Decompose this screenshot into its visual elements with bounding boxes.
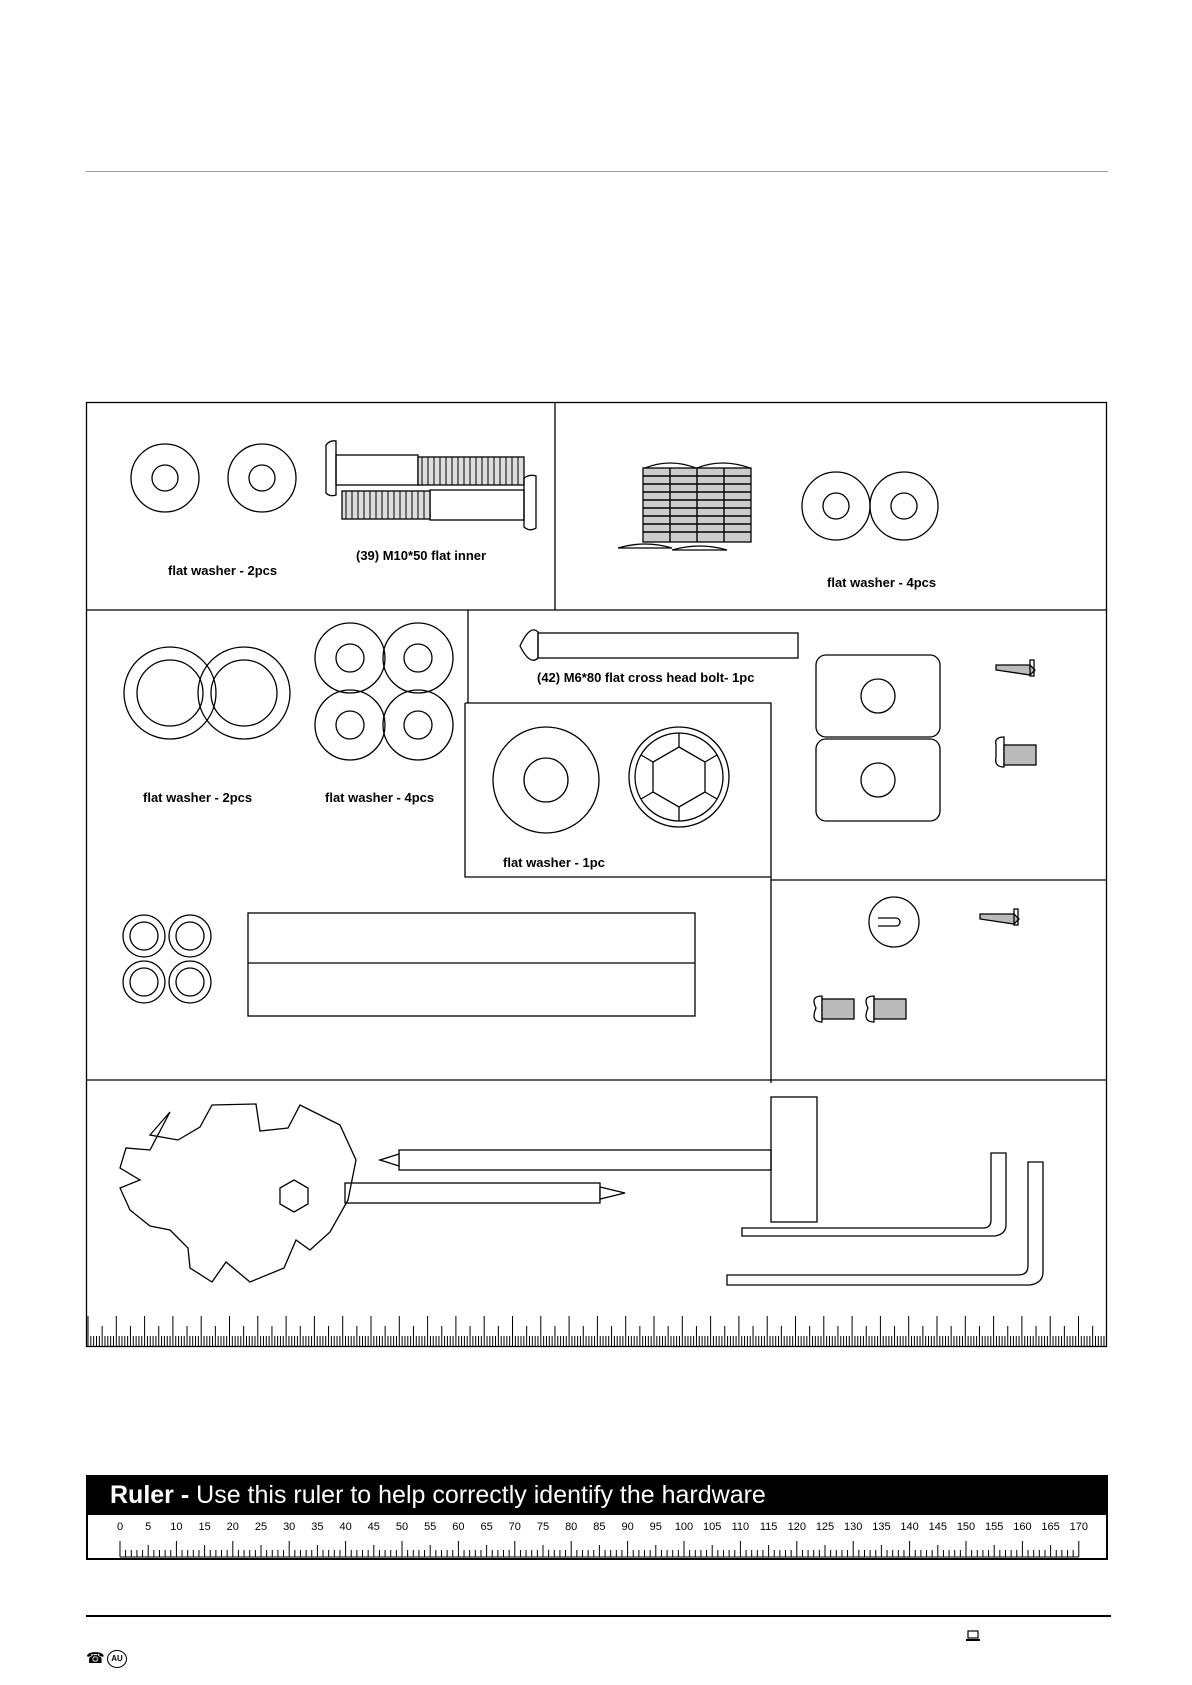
lock-washers — [123, 915, 211, 1003]
ruler-number: 5 — [145, 1521, 152, 1533]
ruler-number: 25 — [254, 1521, 268, 1533]
ruler-number: 20 — [226, 1521, 239, 1533]
ruler-number: 10 — [170, 1521, 183, 1533]
ruler-number: 125 — [815, 1521, 835, 1533]
label-flat-washer-4pcs-b: flat washer - 4pcs — [325, 790, 435, 805]
ruler-number: 165 — [1041, 1521, 1060, 1533]
ruler-number: 40 — [339, 1521, 352, 1533]
wood-screw-a — [996, 660, 1035, 676]
ruler-number: 120 — [787, 1521, 806, 1533]
screwdriver-a — [345, 1183, 625, 1203]
ruler-number: 15 — [198, 1521, 211, 1533]
button-screws-b — [814, 996, 906, 1022]
ruler-number: 155 — [985, 1521, 1004, 1533]
ruler-number: 70 — [508, 1521, 521, 1533]
bolt-stack — [618, 463, 751, 550]
ruler-number: 80 — [565, 1521, 578, 1533]
label-m6x80-bolt: (42) M6*80 flat cross head bolt- 1pc — [537, 670, 755, 685]
ruler-number: 0 — [116, 1521, 124, 1533]
ruler-number: 60 — [452, 1521, 465, 1533]
multi-wrench — [120, 1104, 356, 1282]
label-flat-washer-4pcs-a: flat washer - 4pcs — [827, 575, 937, 590]
ruler-number: 95 — [649, 1521, 662, 1533]
label-m10x50-flat-inner: (39) M10*50 flat inner — [356, 548, 487, 563]
slotted-cap — [869, 897, 919, 947]
label-flat-washer-1pc: flat washer - 1pc — [503, 855, 605, 870]
ruler-number: 105 — [703, 1521, 722, 1533]
ruler-header — [86, 1475, 1108, 1515]
washer-quad — [315, 623, 453, 760]
ruler-number: 35 — [311, 1521, 324, 1533]
ruler-number: 170 — [1069, 1521, 1088, 1533]
ruler-number: 145 — [928, 1521, 947, 1533]
label-flat-washer-2pcs-a: flat washer - 2pcs — [168, 563, 278, 578]
laptop-icon — [966, 1630, 980, 1645]
label-flat-washer-2pcs-b: flat washer - 2pcs — [143, 790, 253, 805]
washer-pair-b — [802, 472, 938, 540]
footer-divider — [86, 1615, 1111, 1617]
ruler-number: 110 — [731, 1521, 750, 1533]
button-screw-a — [996, 737, 1036, 767]
ruler-number: 85 — [593, 1521, 606, 1533]
diagram-ruler — [88, 1316, 1104, 1346]
hex-cap — [629, 727, 729, 827]
ruler-number: 100 — [674, 1521, 694, 1533]
wood-screw-b — [980, 909, 1019, 925]
ruler-number: 30 — [283, 1521, 296, 1533]
ruler-number: 130 — [844, 1521, 863, 1533]
ruler-number: 150 — [956, 1521, 976, 1533]
ruler-scale — [86, 1515, 1108, 1560]
ruler-number: 65 — [480, 1521, 493, 1533]
ruler-number: 135 — [872, 1521, 891, 1533]
allen-keys — [727, 1153, 1043, 1285]
large-washer — [493, 727, 599, 833]
ruler-title — [110, 1480, 766, 1510]
ruler-number: 75 — [536, 1521, 550, 1533]
square-washers — [816, 655, 940, 821]
ruler-caption: Use this ruler to help correctly identify the hardware — [189, 1481, 766, 1509]
ruler-number: 160 — [1013, 1521, 1032, 1533]
region-badge: AU — [107, 1650, 127, 1668]
m6x80-bolt — [520, 630, 798, 660]
ruler-bold-label: Ruler - — [110, 1481, 190, 1509]
ruler-number: 115 — [759, 1521, 778, 1533]
ruler-number: 90 — [621, 1521, 634, 1533]
ruler-number: 55 — [424, 1521, 437, 1533]
m10-barrel-bolts — [326, 441, 536, 530]
large-washer-pair — [124, 647, 290, 739]
phone-icon: ☎ — [86, 1650, 105, 1667]
washer-pair-a — [131, 444, 296, 512]
ruler-ticks — [88, 1515, 1110, 1560]
ruler-number: 140 — [900, 1521, 919, 1533]
ruler-number: 45 — [367, 1521, 380, 1533]
panel-borders — [86, 403, 1107, 1347]
ruler-number: 50 — [395, 1521, 409, 1533]
connector-strip — [248, 913, 695, 1016]
